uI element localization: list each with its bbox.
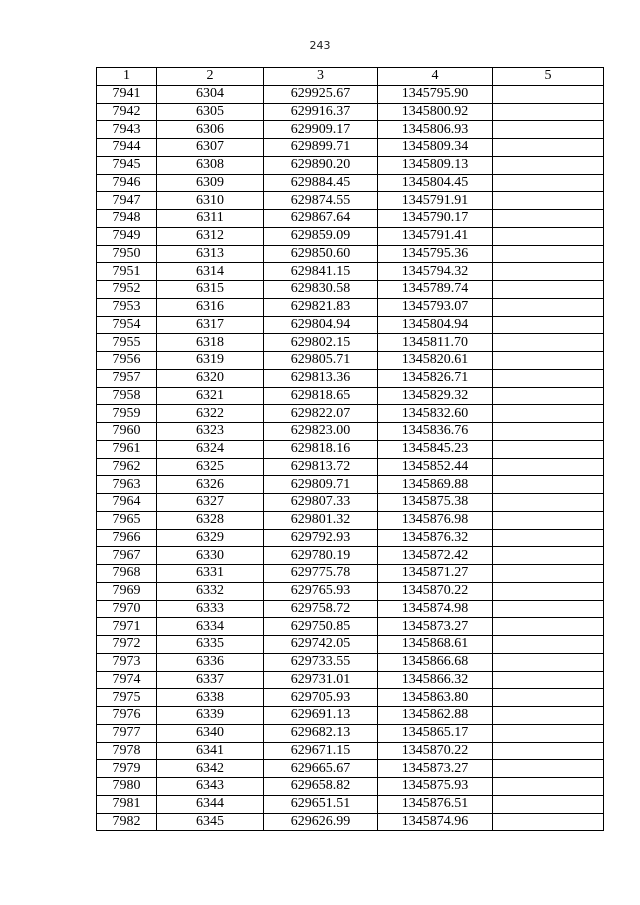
coordinates-table: [96, 67, 604, 831]
table-row: [97, 227, 604, 245]
table-cell: 629805.71: [264, 352, 378, 370]
table-cell: 7959: [97, 405, 157, 423]
table-row: [97, 689, 604, 707]
table-cell: [493, 778, 604, 796]
table-cell: 7944: [97, 139, 157, 157]
table-row: [97, 210, 604, 228]
table-cell: [493, 85, 604, 103]
table-cell: [493, 227, 604, 245]
table-row: [97, 600, 604, 618]
table-cell: [493, 192, 604, 210]
table-row: [97, 387, 604, 405]
table-cell: [493, 547, 604, 565]
table-cell: 629804.94: [264, 316, 378, 334]
table-cell: 629809.71: [264, 476, 378, 494]
table-cell: 629705.93: [264, 689, 378, 707]
table-row: [97, 813, 604, 831]
table-cell: 7967: [97, 547, 157, 565]
table-cell: 1345875.38: [378, 494, 493, 512]
table-cell: 6335: [157, 636, 264, 654]
table-row: [97, 139, 604, 157]
table-cell: 1345873.27: [378, 760, 493, 778]
table-cell: 7966: [97, 529, 157, 547]
table-cell: 629750.85: [264, 618, 378, 636]
table-cell: 6311: [157, 210, 264, 228]
table-cell: [493, 582, 604, 600]
table-cell: [493, 742, 604, 760]
table-cell: [493, 494, 604, 512]
table-cell: [493, 156, 604, 174]
table-cell: 6313: [157, 245, 264, 263]
table-cell: 629733.55: [264, 653, 378, 671]
table-cell: 7979: [97, 760, 157, 778]
table-cell: 629780.19: [264, 547, 378, 565]
table-cell: 1345809.13: [378, 156, 493, 174]
table-cell: 629890.20: [264, 156, 378, 174]
table-cell: 629731.01: [264, 671, 378, 689]
table-cell: 629792.93: [264, 529, 378, 547]
table-cell: 1345876.51: [378, 795, 493, 813]
table-cell: 1345836.76: [378, 423, 493, 441]
table-cell: 7981: [97, 795, 157, 813]
table-cell: 7954: [97, 316, 157, 334]
table-cell: 6322: [157, 405, 264, 423]
table-cell: 1345866.32: [378, 671, 493, 689]
table-cell: 6326: [157, 476, 264, 494]
table-cell: 1345794.32: [378, 263, 493, 281]
table-row: [97, 352, 604, 370]
table-cell: 629830.58: [264, 281, 378, 299]
table-cell: 629691.13: [264, 707, 378, 725]
table-row: [97, 156, 604, 174]
table-cell: 629821.83: [264, 298, 378, 316]
table-cell: 6314: [157, 263, 264, 281]
table-cell: 7943: [97, 121, 157, 139]
table-cell: 1345852.44: [378, 458, 493, 476]
table-cell: 6333: [157, 600, 264, 618]
table-row: [97, 618, 604, 636]
table-cell: [493, 476, 604, 494]
table-cell: 7948: [97, 210, 157, 228]
column-header: 2: [157, 68, 264, 86]
table-cell: 7946: [97, 174, 157, 192]
table-cell: [493, 760, 604, 778]
table-cell: 1345806.93: [378, 121, 493, 139]
table-cell: 7982: [97, 813, 157, 831]
table-cell: 1345826.71: [378, 369, 493, 387]
table-cell: 1345862.88: [378, 707, 493, 725]
table-row: [97, 707, 604, 725]
table-cell: 7975: [97, 689, 157, 707]
table-cell: 6339: [157, 707, 264, 725]
table-row: [97, 494, 604, 512]
column-header: 5: [493, 68, 604, 86]
table-row: [97, 281, 604, 299]
table-cell: 629909.17: [264, 121, 378, 139]
table-cell: [493, 316, 604, 334]
table-cell: 1345804.94: [378, 316, 493, 334]
table-cell: [493, 458, 604, 476]
table-cell: 6320: [157, 369, 264, 387]
table-row: [97, 582, 604, 600]
table-cell: 6304: [157, 85, 264, 103]
table-cell: 7974: [97, 671, 157, 689]
table-cell: [493, 724, 604, 742]
table-cell: 629665.67: [264, 760, 378, 778]
table-cell: 6345: [157, 813, 264, 831]
table-cell: [493, 263, 604, 281]
table-cell: 7961: [97, 440, 157, 458]
table-cell: 6336: [157, 653, 264, 671]
table-cell: 7965: [97, 511, 157, 529]
table-cell: 6331: [157, 565, 264, 583]
table-row: [97, 85, 604, 103]
table-cell: 629822.07: [264, 405, 378, 423]
table-cell: 7947: [97, 192, 157, 210]
table-cell: [493, 511, 604, 529]
table-cell: 629850.60: [264, 245, 378, 263]
table-row: [97, 369, 604, 387]
table-cell: 6318: [157, 334, 264, 352]
table-cell: 1345875.93: [378, 778, 493, 796]
table-cell: 7949: [97, 227, 157, 245]
table-cell: 6309: [157, 174, 264, 192]
table-cell: [493, 565, 604, 583]
table-cell: [493, 121, 604, 139]
table-cell: [493, 529, 604, 547]
table-cell: 1345870.22: [378, 742, 493, 760]
table-cell: 6305: [157, 103, 264, 121]
table-cell: 6344: [157, 795, 264, 813]
table-cell: 6319: [157, 352, 264, 370]
table-cell: 7964: [97, 494, 157, 512]
table-cell: 1345865.17: [378, 724, 493, 742]
table-cell: 629765.93: [264, 582, 378, 600]
table-cell: 1345873.27: [378, 618, 493, 636]
table-row: [97, 316, 604, 334]
table-cell: [493, 369, 604, 387]
table-cell: 1345868.61: [378, 636, 493, 654]
table-cell: 7957: [97, 369, 157, 387]
table-cell: [493, 618, 604, 636]
table-cell: 7962: [97, 458, 157, 476]
table-cell: 6307: [157, 139, 264, 157]
table-cell: 629775.78: [264, 565, 378, 583]
table-cell: 629867.64: [264, 210, 378, 228]
table-cell: [493, 139, 604, 157]
table-cell: [493, 245, 604, 263]
table-cell: [493, 210, 604, 228]
table-cell: [493, 281, 604, 299]
table-cell: 1345800.92: [378, 103, 493, 121]
table-cell: [493, 298, 604, 316]
table-cell: 6342: [157, 760, 264, 778]
table-cell: 1345795.90: [378, 85, 493, 103]
column-header: 3: [264, 68, 378, 86]
table-cell: 7951: [97, 263, 157, 281]
table-cell: 1345866.68: [378, 653, 493, 671]
table-cell: 6321: [157, 387, 264, 405]
table-cell: 6341: [157, 742, 264, 760]
table-cell: [493, 795, 604, 813]
table-cell: 1345789.74: [378, 281, 493, 299]
table-cell: 7969: [97, 582, 157, 600]
table-cell: 7977: [97, 724, 157, 742]
table-row: [97, 742, 604, 760]
table-cell: 7953: [97, 298, 157, 316]
table-row: [97, 298, 604, 316]
table-cell: 1345870.22: [378, 582, 493, 600]
table-cell: 6312: [157, 227, 264, 245]
table-row: [97, 653, 604, 671]
table-cell: 7963: [97, 476, 157, 494]
table-cell: [493, 387, 604, 405]
table-cell: 629802.15: [264, 334, 378, 352]
table-row: [97, 423, 604, 441]
table-cell: 6328: [157, 511, 264, 529]
table-cell: 629899.71: [264, 139, 378, 157]
table-cell: 7941: [97, 85, 157, 103]
table-cell: 1345820.61: [378, 352, 493, 370]
table-cell: 7955: [97, 334, 157, 352]
table-cell: 6338: [157, 689, 264, 707]
table-cell: 629682.13: [264, 724, 378, 742]
table-cell: [493, 423, 604, 441]
table-cell: 629823.00: [264, 423, 378, 441]
table-cell: 6325: [157, 458, 264, 476]
table-row: [97, 440, 604, 458]
table-cell: 629818.65: [264, 387, 378, 405]
table-row: [97, 121, 604, 139]
table-row: [97, 547, 604, 565]
table-cell: 6340: [157, 724, 264, 742]
table-row: [97, 795, 604, 813]
table-cell: 7952: [97, 281, 157, 299]
table-cell: 1345874.98: [378, 600, 493, 618]
table-cell: 1345811.70: [378, 334, 493, 352]
table-cell: 7958: [97, 387, 157, 405]
table-cell: 7942: [97, 103, 157, 121]
table-cell: [493, 440, 604, 458]
table-cell: [493, 103, 604, 121]
table-cell: [493, 352, 604, 370]
table-cell: 629925.67: [264, 85, 378, 103]
table-cell: [493, 689, 604, 707]
table-cell: 6308: [157, 156, 264, 174]
table-body: [97, 85, 604, 831]
table-cell: [493, 600, 604, 618]
table-cell: 6316: [157, 298, 264, 316]
table-row: [97, 760, 604, 778]
table-cell: 629671.15: [264, 742, 378, 760]
table-cell: 629841.15: [264, 263, 378, 281]
table-cell: [493, 405, 604, 423]
table-cell: 1345790.17: [378, 210, 493, 228]
table-row: [97, 334, 604, 352]
table-cell: 6310: [157, 192, 264, 210]
table-cell: 629807.33: [264, 494, 378, 512]
table-cell: 629658.82: [264, 778, 378, 796]
table-cell: 7956: [97, 352, 157, 370]
table-cell: 6317: [157, 316, 264, 334]
table-cell: 629818.16: [264, 440, 378, 458]
table-cell: 6334: [157, 618, 264, 636]
table-cell: 1345876.32: [378, 529, 493, 547]
table-row: [97, 192, 604, 210]
table-cell: 6315: [157, 281, 264, 299]
table-cell: 629916.37: [264, 103, 378, 121]
table-cell: 7980: [97, 778, 157, 796]
table-cell: 7945: [97, 156, 157, 174]
table-cell: 6323: [157, 423, 264, 441]
table-cell: 7960: [97, 423, 157, 441]
table-cell: 6332: [157, 582, 264, 600]
table-cell: 629742.05: [264, 636, 378, 654]
table-cell: 1345871.27: [378, 565, 493, 583]
table-cell: 629884.45: [264, 174, 378, 192]
table-cell: 629626.99: [264, 813, 378, 831]
table-row: [97, 511, 604, 529]
table-cell: 7972: [97, 636, 157, 654]
table-cell: 7976: [97, 707, 157, 725]
table-cell: 6343: [157, 778, 264, 796]
table-cell: 6337: [157, 671, 264, 689]
table-cell: [493, 653, 604, 671]
table-cell: [493, 334, 604, 352]
table-cell: 7973: [97, 653, 157, 671]
table-cell: 1345845.23: [378, 440, 493, 458]
table-cell: 6330: [157, 547, 264, 565]
table-row: [97, 245, 604, 263]
table-cell: 629651.51: [264, 795, 378, 813]
table-cell: [493, 636, 604, 654]
table-cell: [493, 174, 604, 192]
table-cell: 1345804.45: [378, 174, 493, 192]
table-cell: 1345872.42: [378, 547, 493, 565]
table-cell: 1345791.41: [378, 227, 493, 245]
table-row: [97, 565, 604, 583]
table-cell: 7950: [97, 245, 157, 263]
table-row: [97, 476, 604, 494]
table-row: [97, 529, 604, 547]
table-cell: 1345791.91: [378, 192, 493, 210]
table-cell: 1345795.36: [378, 245, 493, 263]
table-cell: 1345874.96: [378, 813, 493, 831]
table-cell: [493, 671, 604, 689]
table-cell: 1345793.07: [378, 298, 493, 316]
table-header-row: [97, 68, 604, 86]
table-cell: 1345829.32: [378, 387, 493, 405]
table-cell: 7968: [97, 565, 157, 583]
table-row: [97, 103, 604, 121]
table-cell: 7971: [97, 618, 157, 636]
table-cell: [493, 813, 604, 831]
table-row: [97, 458, 604, 476]
table-row: [97, 263, 604, 281]
table-cell: 629813.36: [264, 369, 378, 387]
page-number: 243: [309, 39, 331, 52]
table-cell: 629859.09: [264, 227, 378, 245]
column-header: 1: [97, 68, 157, 86]
column-header: 4: [378, 68, 493, 86]
table-row: [97, 671, 604, 689]
table-cell: 629758.72: [264, 600, 378, 618]
table-cell: 629801.32: [264, 511, 378, 529]
table-cell: 1345809.34: [378, 139, 493, 157]
table-cell: [493, 707, 604, 725]
table-row: [97, 778, 604, 796]
table-row: [97, 174, 604, 192]
table-cell: 629874.55: [264, 192, 378, 210]
table-cell: 1345876.98: [378, 511, 493, 529]
table-cell: 1345863.80: [378, 689, 493, 707]
table-row: [97, 636, 604, 654]
table-cell: 7978: [97, 742, 157, 760]
table-cell: 1345869.88: [378, 476, 493, 494]
table-cell: 6329: [157, 529, 264, 547]
table-cell: 7970: [97, 600, 157, 618]
table-cell: 629813.72: [264, 458, 378, 476]
table-cell: 1345832.60: [378, 405, 493, 423]
table-cell: 6324: [157, 440, 264, 458]
table-cell: 6327: [157, 494, 264, 512]
table-row: [97, 405, 604, 423]
table-cell: 6306: [157, 121, 264, 139]
table-row: [97, 724, 604, 742]
